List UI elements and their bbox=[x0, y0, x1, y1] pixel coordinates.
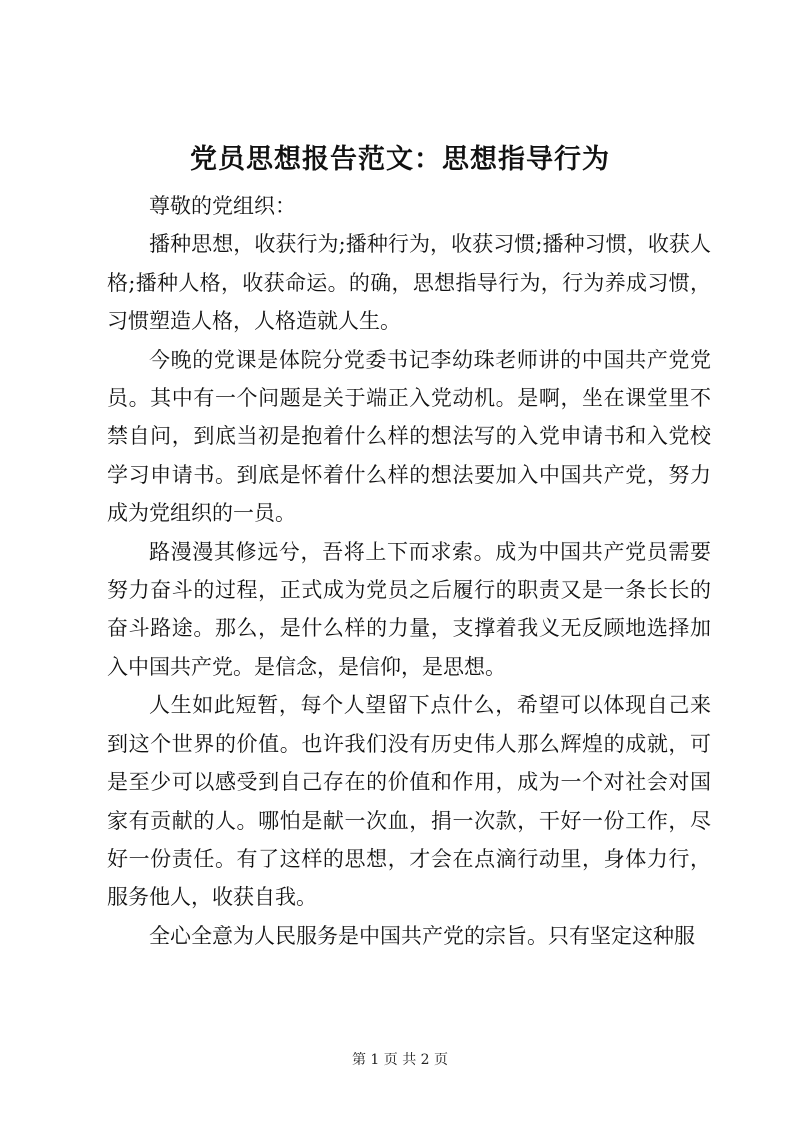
body-paragraph: 全心全意为人民服务是中国共产党的宗旨。只有坚定这种服 bbox=[149, 923, 695, 948]
document-body bbox=[107, 187, 711, 955]
page-number-footer: 第 1 页 共 2 页 bbox=[351, 1052, 449, 1068]
body-paragraph: 路漫漫其修远兮，吾将上下而求索。成为中国共产党员需要努力奋斗的过程，正式成为党员之后履行的职责又是一条长长的奋斗路途。那么，是什么样的力量，支撑着我义无反顾地选择加入中国共产党。是信念，是信仰，是思想。 bbox=[107, 539, 711, 679]
document-title: 党员思想报告范文：思想指导行为 bbox=[190, 144, 610, 175]
body-paragraph: 播种思想，收获行为;播种行为，收获习惯;播种习惯，收获人格;播种人格，收获命运。的确，思想指导行为，行为养成习惯，习惯塑造人格，人格造就人生。 bbox=[107, 232, 711, 334]
body-paragraph: 人生如此短暂，每个人望留下点什么，希望可以体现自己来到这个世界的价值。也许我们没有历史伟人那么辉煌的成就，可是至少可以感受到自己存在的价值和作用，成为一个对社会对国家有贡献的人。哪怕是献一次血，捐一次款，干好一份工作，尽好一份责任。有了这样的思想，才会在点滴行动里，身体力行，服务他人，收获自我。 bbox=[107, 693, 711, 910]
salutation-paragraph: 尊敬的党组织： bbox=[149, 194, 296, 218]
body-paragraph: 今晚的党课是体院分党委书记李幼珠老师讲的中国共产党党员。其中有一个问题是关于端正入党动机。是啊，坐在课堂里不禁自问，到底当初是抱着什么样的想法写的入党申请书和入党校学习申请书。到底是怀着什么样的想法要加入中国共产党，努力成为党组织的一员。 bbox=[107, 347, 711, 526]
